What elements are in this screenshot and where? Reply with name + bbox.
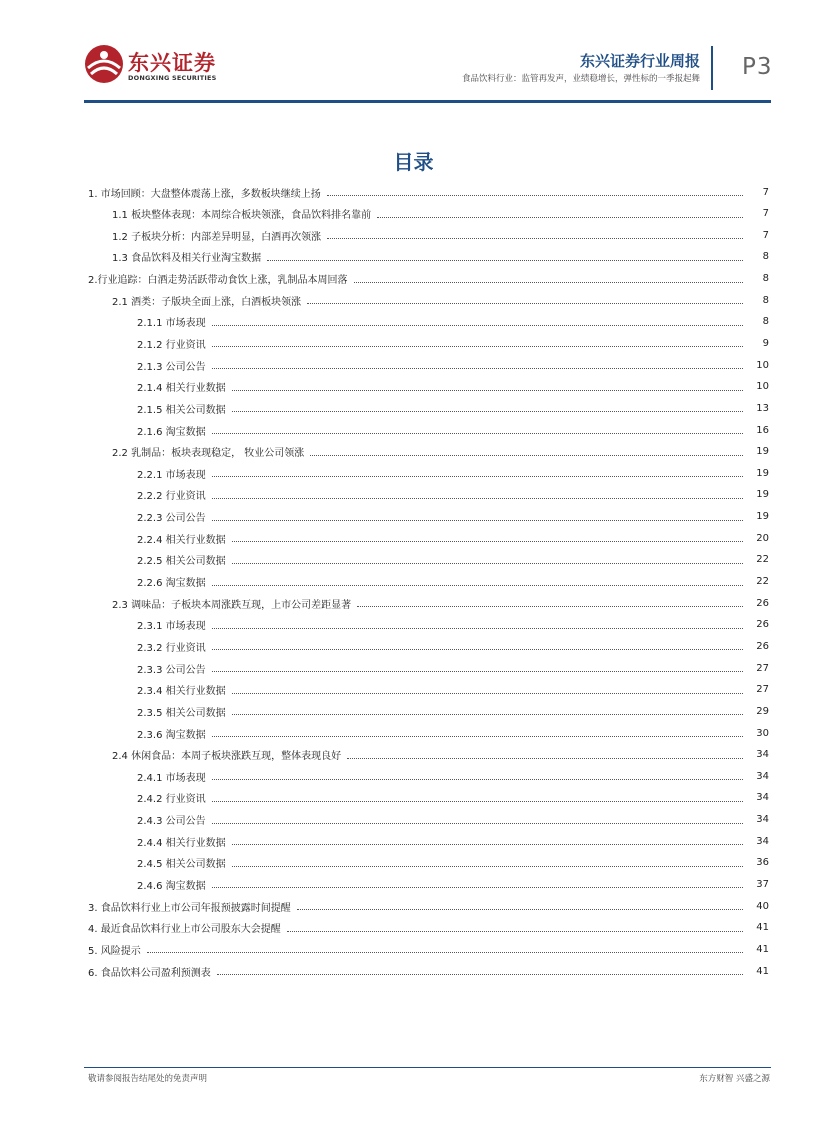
- toc-dot-leader: [232, 713, 743, 715]
- toc-dot-leader: [212, 475, 743, 477]
- toc-entry-title: 5. 风险提示: [88, 945, 141, 957]
- toc-dot-leader: [310, 454, 743, 456]
- header-rule: [84, 100, 771, 103]
- toc-dot-leader: [267, 259, 743, 261]
- toc-entry-title: 2.4.6 淘宝数据: [137, 880, 206, 892]
- toc-entry[interactable]: [0, 682, 827, 698]
- toc-entry-page: 40: [756, 900, 769, 912]
- toc-entry[interactable]: [0, 422, 827, 438]
- company-logo: [84, 44, 224, 88]
- toc-entry-title: 2.3.2 行业资讯: [137, 642, 206, 654]
- toc-entry[interactable]: [0, 898, 827, 914]
- toc-entry-page: 8: [762, 273, 769, 285]
- toc-entry-title: 2.4 休闲食品：本周子板块涨跌互现，整体表现良好: [112, 751, 342, 763]
- toc-entry-title: 2.2 乳制品：板块表现稳定， 牧业公司领涨: [112, 448, 305, 460]
- toc-entry-page: 13: [756, 402, 769, 414]
- toc-dot-leader: [212, 822, 743, 824]
- toc-entry-title: 2.1.5 相关公司数据: [137, 404, 226, 416]
- toc-entry-page: 34: [756, 770, 769, 782]
- toc-dot-leader: [147, 951, 743, 953]
- toc-entry-title: 2.4.3 公司公告: [137, 816, 206, 828]
- toc-entry-title: 2.3.6 淘宝数据: [137, 729, 206, 741]
- toc-entry-title: 1. 市场回顾：大盘整体震荡上涨，多数板块继续上扬: [88, 188, 321, 200]
- toc-dot-leader: [232, 562, 743, 564]
- toc-entry-page: 41: [756, 965, 769, 977]
- toc-entry-page: 34: [756, 749, 769, 761]
- toc-entry[interactable]: [0, 790, 827, 806]
- toc-entry-title: 2.1 酒类：子版块全面上涨，白酒板块领涨: [112, 296, 302, 308]
- toc-dot-leader: [212, 519, 743, 521]
- toc-entry[interactable]: [0, 725, 827, 741]
- toc-entry-title: 2.2.2 行业资讯: [137, 491, 206, 503]
- toc-entry[interactable]: [0, 703, 827, 719]
- toc-entry-title: 2.3.1 市场表现: [137, 621, 206, 633]
- toc-entry[interactable]: [0, 292, 827, 308]
- toc-entry-title: 2.2.6 淘宝数据: [137, 578, 206, 590]
- toc-entry-page: 8: [762, 251, 769, 263]
- toc-dot-leader: [232, 843, 743, 845]
- toc-entry[interactable]: [0, 941, 827, 957]
- toc-entry-page: 19: [756, 446, 769, 458]
- toc-entry-title: 2.2.5 相关公司数据: [137, 556, 226, 568]
- toc-entry[interactable]: [0, 444, 827, 460]
- toc-entry-page: 8: [762, 316, 769, 328]
- toc-entry-title: 2.1.6 淘宝数据: [137, 426, 206, 438]
- toc-dot-leader: [212, 432, 743, 434]
- toc-entry-page: 8: [762, 294, 769, 306]
- toc-dot-leader: [212, 627, 743, 629]
- toc-entry[interactable]: [0, 227, 827, 243]
- toc-entry-title: 2.3.4 相关行业数据: [137, 686, 226, 698]
- toc-entry-page: 19: [756, 467, 769, 479]
- toc-entry[interactable]: [0, 617, 827, 633]
- toc-dot-leader: [212, 324, 743, 326]
- report-subtitle: 食品饮料行业：监管再发声，业绩稳增长，弹性标的一季报起舞: [461, 74, 700, 84]
- toc-entry-title: 2.1.4 相关行业数据: [137, 383, 226, 395]
- toc-dot-leader: [232, 865, 743, 867]
- toc-dot-leader: [212, 670, 743, 672]
- toc-entry-title: 6. 食品饮料公司盈利预测表: [88, 967, 211, 979]
- toc-entry-page: 34: [756, 814, 769, 826]
- toc-entry[interactable]: [0, 465, 827, 481]
- toc-entry-page: 36: [756, 857, 769, 869]
- toc-entry-page: 26: [756, 640, 769, 652]
- header-divider: [711, 46, 713, 90]
- toc-heading: 目录: [393, 150, 434, 174]
- toc-entry-page: 16: [756, 424, 769, 436]
- page-header: [0, 0, 827, 110]
- toc-entry[interactable]: [0, 206, 827, 222]
- toc-entry-page: 7: [762, 186, 769, 198]
- toc-entry[interactable]: [0, 184, 827, 200]
- toc-dot-leader: [327, 194, 743, 196]
- toc-dot-leader: [212, 800, 743, 802]
- toc-entry[interactable]: [0, 876, 827, 892]
- toc-entry-title: 4. 最近食品饮料行业上市公司股东大会提醒: [88, 924, 281, 936]
- toc-entry-title: 2.1.3 公司公告: [137, 361, 206, 373]
- toc-entry[interactable]: [0, 920, 827, 936]
- toc-entry[interactable]: [0, 595, 827, 611]
- toc-dot-leader: [232, 389, 743, 391]
- toc-entry-title: 2.1.2 行业资讯: [137, 339, 206, 351]
- toc-entry[interactable]: [0, 249, 827, 265]
- toc-entry-title: 2.2.3 公司公告: [137, 513, 206, 525]
- toc-entry-page: 7: [762, 208, 769, 220]
- toc-entry-page: 29: [756, 705, 769, 717]
- toc-entry-title: 2.3.5 相关公司数据: [137, 707, 226, 719]
- logo-english-name: DONGXING SECURITIES: [128, 74, 217, 82]
- toc-dot-leader: [232, 410, 743, 412]
- toc-entry-page: 26: [756, 597, 769, 609]
- toc-entry-title: 2.4.2 行业资讯: [137, 794, 206, 806]
- toc-entry[interactable]: [0, 855, 827, 871]
- toc-entry[interactable]: [0, 963, 827, 979]
- toc-entry[interactable]: [0, 747, 827, 763]
- toc-entry[interactable]: [0, 487, 827, 503]
- toc-entry[interactable]: [0, 509, 827, 525]
- toc-dot-leader: [347, 757, 743, 759]
- toc-dot-leader: [354, 281, 743, 283]
- toc-entry-page: 34: [756, 792, 769, 804]
- footer-slogan: 东方财智 兴盛之源: [699, 1074, 770, 1084]
- toc-entry-page: 37: [756, 878, 769, 890]
- toc-entry[interactable]: [0, 552, 827, 568]
- toc-dot-leader: [377, 216, 743, 218]
- toc-entry-title: 2.2.4 相关行业数据: [137, 534, 226, 546]
- toc-entry-page: 9: [762, 337, 769, 349]
- toc-entry-page: 19: [756, 489, 769, 501]
- footer-rule: [84, 1067, 771, 1068]
- toc-entry-page: 10: [756, 381, 769, 393]
- toc-entry-title: 2.4.4 相关行业数据: [137, 837, 226, 849]
- toc-dot-leader: [287, 930, 743, 932]
- toc-entry[interactable]: [0, 357, 827, 373]
- toc-entry-page: 7: [762, 229, 769, 241]
- toc-entry[interactable]: [0, 314, 827, 330]
- toc-dot-leader: [212, 735, 743, 737]
- toc-entry-title: 1.2 子板块分析：内部差异明显，白酒再次领涨: [112, 231, 322, 243]
- toc-entry[interactable]: [0, 335, 827, 351]
- toc-entry[interactable]: [0, 660, 827, 676]
- toc-entry[interactable]: [0, 530, 827, 546]
- toc-entry-title: 1.1 板块整体表现：本周综合板块领涨，食品饮料排名靠前: [112, 210, 372, 222]
- toc-entry[interactable]: [0, 379, 827, 395]
- toc-entry-page: 26: [756, 619, 769, 631]
- toc-dot-leader: [212, 345, 743, 347]
- toc-entry-page: 27: [756, 662, 769, 674]
- toc-entry[interactable]: [0, 812, 827, 828]
- toc-entry-page: 20: [756, 532, 769, 544]
- toc-dot-leader: [357, 605, 743, 607]
- toc-entry[interactable]: [0, 271, 827, 287]
- toc-entry-title: 2.4.1 市场表现: [137, 772, 206, 784]
- toc-entry[interactable]: [0, 768, 827, 784]
- toc-dot-leader: [212, 584, 743, 586]
- toc-entry-page: 41: [756, 943, 769, 955]
- toc-dot-leader: [232, 692, 743, 694]
- toc-entry-title: 1.3 食品饮料及相关行业淘宝数据: [112, 253, 262, 265]
- toc-entry-page: 22: [756, 554, 769, 566]
- toc-entry-title: 2.4.5 相关公司数据: [137, 859, 226, 871]
- toc-dot-leader: [217, 973, 743, 975]
- toc-dot-leader: [327, 237, 743, 239]
- toc-entry-page: 30: [756, 727, 769, 739]
- toc-entry-page: 34: [756, 835, 769, 847]
- toc-entry-page: 19: [756, 511, 769, 523]
- logo-emblem-icon: [84, 44, 124, 84]
- toc-entry-page: 22: [756, 576, 769, 588]
- footer-disclaimer: 敬请参阅报告结尾处的免责声明: [88, 1074, 208, 1084]
- toc-entry-page: 10: [756, 359, 769, 371]
- logo-chinese-name: 东兴证券: [128, 51, 216, 75]
- report-title: 东兴证券行业周报: [579, 52, 700, 70]
- toc-entry-title: 2.1.1 市场表现: [137, 318, 206, 330]
- toc-dot-leader: [232, 540, 743, 542]
- toc-dot-leader: [212, 367, 743, 369]
- toc-entry-page: 27: [756, 684, 769, 696]
- toc-dot-leader: [212, 648, 743, 650]
- page-number: P3: [742, 54, 773, 80]
- toc-dot-leader: [212, 886, 743, 888]
- toc-entry-title: 2.3 调味品：子板块本周涨跌互现，上市公司差距显著: [112, 599, 352, 611]
- toc-entry-title: 2.3.3 公司公告: [137, 664, 206, 676]
- toc-dot-leader: [212, 497, 743, 499]
- toc-entry-title: 3. 食品饮料行业上市公司年报预披露时间提醒: [88, 902, 291, 914]
- toc-dot-leader: [297, 908, 743, 910]
- toc-entry[interactable]: [0, 638, 827, 654]
- toc-dot-leader: [307, 302, 743, 304]
- toc-entry-title: 2.2.1 市场表现: [137, 469, 206, 481]
- toc-entry[interactable]: [0, 574, 827, 590]
- toc-entry[interactable]: [0, 833, 827, 849]
- toc-entry[interactable]: [0, 400, 827, 416]
- toc-dot-leader: [212, 778, 743, 780]
- toc-entry-title: 2.行业追踪：白酒走势活跃带动食饮上涨，乳制品本周回落: [88, 275, 348, 287]
- toc-entry-page: 41: [756, 922, 769, 934]
